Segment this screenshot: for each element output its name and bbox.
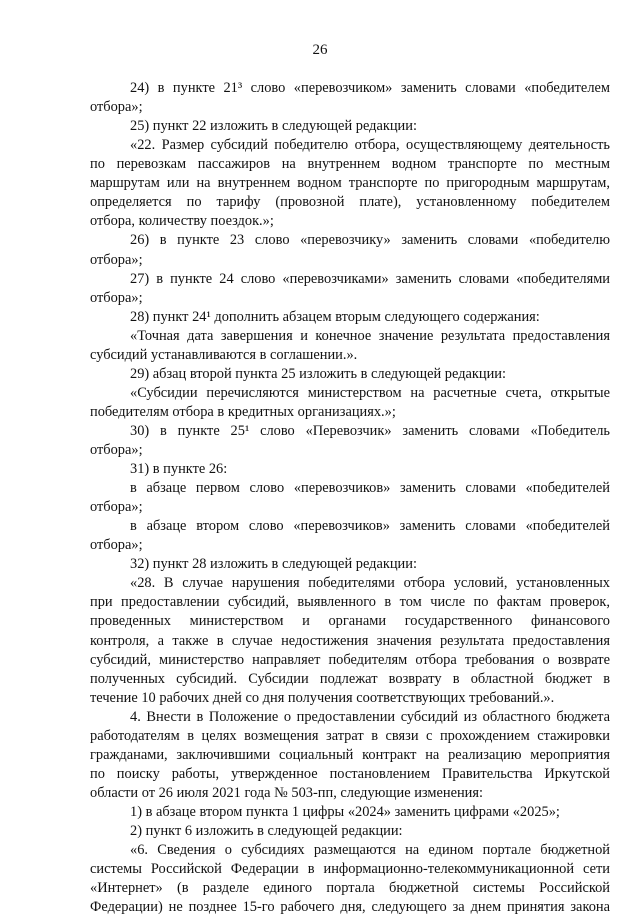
text-line: «28. В случае нарушения победителями отбора условий, установленных [130,575,610,592]
text-line: 29) абзац второй пункта 25 изложить в следующей редакции: [130,365,507,382]
text-line: «6. Сведения о субсидиях размещаются на едином портале бюджетной [130,842,610,858]
text-line: 31) в пункте 26: [130,461,228,477]
text-line: отбора»; [90,251,143,268]
text-line: отбора»; [90,289,143,306]
text-line: области от 26 июля 2021 года № 503-пп, следующие изменения: [90,784,483,801]
text-line: гражданами, заключившими социальный контракт на реализацию мероприятия [90,746,610,763]
text-line: «22. Размер субсидий победителю отбора, осуществляющему деятельность [130,137,610,154]
text-line: определяется по тарифу (провозной плате), установленному победителем [90,194,610,211]
text-line: «Точная дата завершения и конечное значение результата предоставления [130,327,610,344]
text-line: полученных субсидий. Субсидии подлежат возврату в областной бюджет в [90,670,610,687]
text-line: отбора»; [90,441,143,458]
text-line: по перевозкам пассажиров на внутреннем водном транспорте по местным [90,156,610,173]
text-line: 32) пункт 28 изложить в следующей редакции: [130,556,417,573]
text-line: 24) в пункте 21³ слово «перевозчиком» заменить словами «победителем [130,80,610,96]
text-line: 26) в пункте 23 слово «перевозчику» заменить словами «победителю [130,232,610,249]
text-line: отбора»; [90,537,143,554]
text-line: 28) пункт 24¹ дополнить абзацем вторым следующего содержания: [130,308,540,325]
text-line: 2) пункт 6 изложить в следующей редакции: [130,823,403,839]
text-line: 30) в пункте 25¹ слово «Перевозчик» заменить словами «Победитель [130,422,610,439]
text-line: 27) в пункте 24 слово «перевозчиками» заменить словами «победителями [130,270,610,287]
page-number: 26 [312,42,328,58]
text-line: в абзаце втором слово «перевозчиков» заменить словами «победителей [130,518,610,535]
text-line: при предоставлении субсидий, выявленного в том числе по фактам проверок, [90,594,610,611]
text-line: 25) пункт 22 изложить в следующей редакции: [130,118,417,135]
text-line: субсидий, министерство направляет победителям отбора требования о возврате [90,651,610,668]
text-line: отбора»; [90,99,143,115]
text-line: субсидий устанавливаются в соглашении.». [90,346,358,363]
text-line: Федерации) не позднее 15-го рабочего дня, следующего за днем принятия закона [90,899,610,916]
text-line: системы Российской Федерации в информационно-телекоммуникационной сети [90,861,610,878]
text-line: отбора»; [90,499,143,516]
text-line: отбора, количеству поездок.»; [90,213,274,230]
text-line: «Интернет» (в разделе единого портала бюджетной системы Российской [90,880,610,897]
text-line: в абзаце первом слово «перевозчиков» заменить словами «победителей [130,480,610,497]
text-line: контроля, а также в случае недостижения значения результата предоставления [90,632,610,649]
text-line: победителям отбора в кредитных организациях.»; [90,403,396,420]
text-line: проведенных министерством и органами государственного финансового [90,613,610,630]
text-line: 4. Внести в Положение о предоставлении субсидий из областного бюджета [130,708,610,725]
text-line: по поиску работы, утвержденное постановлением Правительства Иркутской [90,765,610,782]
text-line: течение 10 рабочих дней со дня получения соответствующих требований.». [90,689,555,706]
text-line: маршрутам или на внутреннем водном транспорте по пригородным маршрутам, [90,175,610,192]
text-line: работодателям в целях возмещения затрат в связи с прохождением стажировки [90,727,610,744]
text-line: «Субсидии перечисляются министерством на расчетные счета, открытые [130,384,610,401]
text-line: 1) в абзаце втором пункта 1 цифры «2024» заменить цифрами «2025»; [130,803,560,820]
